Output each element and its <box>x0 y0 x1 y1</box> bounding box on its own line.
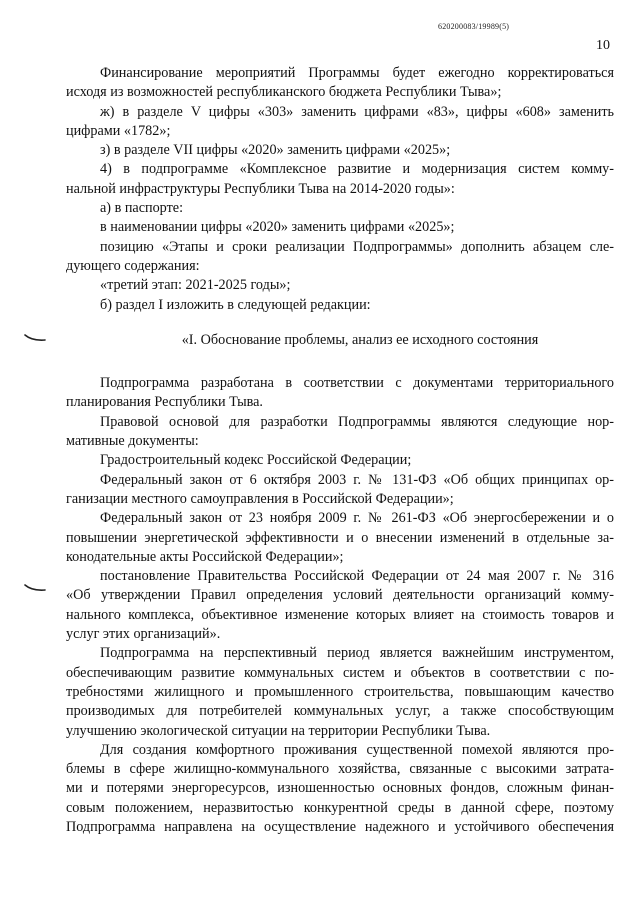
text-line: з) в разделе VII цифры «2020» заменить цифрами «2025»; <box>100 142 451 159</box>
section-heading: «I. Обоснование проблемы, анализ ее исходного состояния <box>181 331 539 348</box>
text-line: совым положением, неразвитостью конкурентной среды в данной сфере, поэтому <box>66 799 614 816</box>
text-line: Градостроительный кодекс Российской Федерации; <box>100 452 412 469</box>
text-line: ж) в разделе V цифры «303» заменить цифрами «83», цифры «608» заменить <box>100 103 614 120</box>
text-line: Финансирование мероприятий Программы будет ежегодно корректироваться <box>100 65 614 81</box>
text-line: Правовой основой для разработки Подпрограммы являются следующие нор- <box>100 413 614 430</box>
text-line: Подпрограмма на перспективный период является важнейшим инструментом, <box>100 645 614 662</box>
text-line: исходя из возможностей республиканского бюджета Республики Тыва»; <box>66 84 502 101</box>
text-line: планирования Республики Тыва. <box>66 394 263 411</box>
text-line: нального комплекса, объективное изменение которых влияет на стоимость товаров и <box>66 606 614 623</box>
text-line: нальной инфраструктуры Республики Тыва на 2014-2020 годы»: <box>66 180 455 197</box>
text-line: блемы в сфере жилищно-коммунального хозяйства, связанные с высокими затрата- <box>66 761 614 778</box>
text-line: дующего содержания: <box>66 257 200 274</box>
section-text-block <box>66 374 614 837</box>
text-line: позицию «Этапы и сроки реализации Подпрограммы» дополнить абзацем сле- <box>100 238 614 255</box>
text-line: Подпрограмма разработана в соответствии с документами территориального <box>100 375 614 392</box>
page-number: 10 <box>596 38 610 53</box>
text-line: «Об утверждении Правил определения условий деятельности организаций комму- <box>66 587 614 604</box>
text-line: конодательные акты Российской Федерации»; <box>66 548 344 565</box>
text-line: а) в паспорте: <box>100 200 184 217</box>
text-line: ганизации местного самоуправления в Российской Федерации»; <box>66 490 454 507</box>
margin-check-mark-icon <box>24 583 46 592</box>
text-line: Федеральный закон от 6 октября 2003 г. № 131-ФЗ «Об общих принципах ор- <box>100 471 614 488</box>
text-line: Для создания комфортного проживания существенной помехой являются про- <box>100 741 614 758</box>
text-line: повышении энергетической эффективности и о внесении изменений в отдельные за- <box>66 529 614 546</box>
text-line: обеспечивающим развитие коммунальных систем и объектов в соответствии с по- <box>66 664 614 681</box>
document-id: 620200083/19989(5) <box>438 22 510 31</box>
text-line: постановление Правительства Российской Федерации от 24 мая 2007 г. № 316 <box>100 568 614 585</box>
document-body <box>66 64 614 837</box>
text-line: б) раздел I изложить в следующей редакции: <box>100 296 371 313</box>
text-line: цифрами «1782»; <box>66 122 171 139</box>
text-line: мативные документы: <box>66 433 199 450</box>
text-line: производимых для потребителей коммунальных услуг, а также способствующим <box>66 703 614 720</box>
text-line: ми и потерями энергоресурсов, изношенностью основных фондов, сложным финан- <box>66 780 614 797</box>
amendments-block <box>66 64 614 315</box>
text-line: 4) в подпрограмме «Комплексное развитие и модернизация систем комму- <box>100 161 614 178</box>
text-line: услуг этих организаций». <box>66 626 221 643</box>
text-line: Федеральный закон от 23 ноября 2009 г. № 261-ФЗ «Об энергосбережении и о <box>100 510 614 527</box>
text-line: улучшению экологической ситуации на территории Республики Тыва. <box>66 722 491 739</box>
text-line: «третий этап: 2021-2025 годы»; <box>100 277 291 294</box>
text-line: требностями жилищного и промышленного строительства, повышающим качество <box>66 683 614 700</box>
text-line: Подпрограмма направлена на осуществление надежного и устойчивого обеспечения <box>66 818 614 835</box>
text-line: в наименовании цифры «2020» заменить цифрами «2025»; <box>100 219 455 236</box>
margin-check-mark-icon <box>24 333 46 342</box>
